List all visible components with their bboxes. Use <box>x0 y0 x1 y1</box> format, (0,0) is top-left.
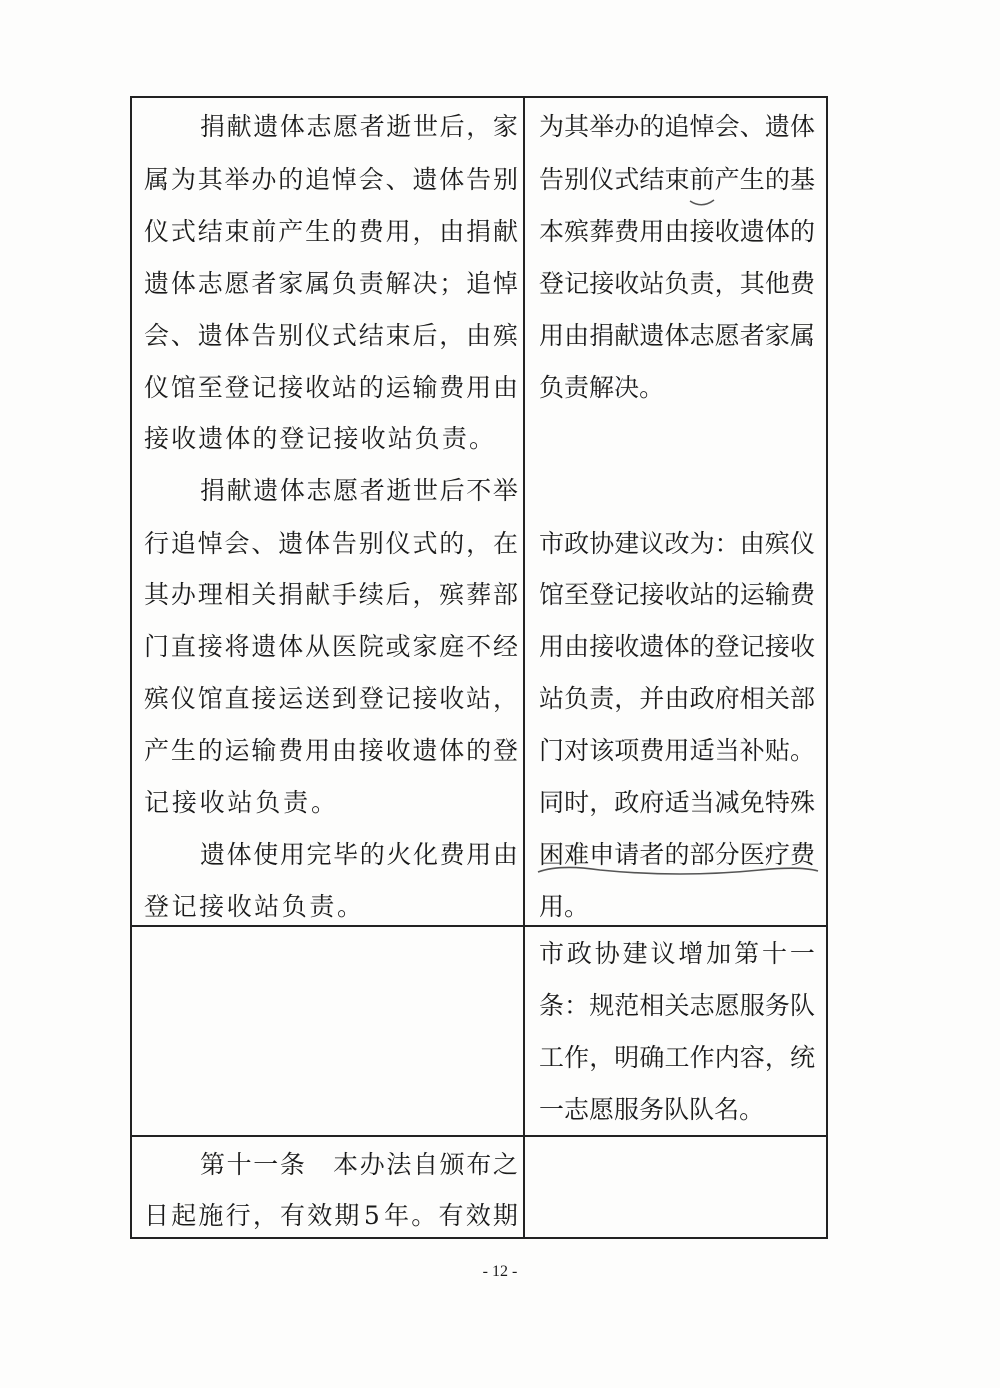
text-line: 第 十 一 条 本 办 法 自 颁 布 之 <box>200 1150 518 1179</box>
text-line: 用 由 接 收 遗 体 的 登 记 接 收 <box>539 632 815 661</box>
text-line: 告 别 仪 式 结 束 前 产 生 的 基 <box>539 165 815 194</box>
text-line: 市 政 协 建 议 改 为 ： 由 殡 仪 <box>539 529 815 558</box>
text-line: 殡 仪 馆 直 接 运 送 到 登 记 接 收 站 ， <box>144 684 518 713</box>
comparison-table <box>130 96 828 1239</box>
text-line: 遗 体 使 用 完 毕 的 火 化 费 用 由 <box>200 840 518 869</box>
text-line: 门 对 该 项 费 用 适 当 补 贴 。 <box>539 736 815 765</box>
text-line: 接 收 遗 体 的 登 记 接 收 站 负 责 。 <box>144 424 494 453</box>
text-line: 登 记 接 收 站 负 责 。 <box>144 892 362 921</box>
text-line: 用 由 捐 献 遗 体 志 愿 者 家 属 <box>539 321 815 350</box>
text-line: 馆 至 登 记 接 收 站 的 运 输 费 <box>539 580 815 609</box>
text-line: 门 直 接 将 遗 体 从 医 院 或 家 庭 不 经 <box>144 632 518 661</box>
text-line: 属 为 其 举 办 的 追 悼 会 、 遗 体 告 别 <box>144 165 518 194</box>
row1-left-cell <box>132 98 523 925</box>
text-line: 产 生 的 运 输 费 用 由 接 收 遗 体 的 登 <box>144 736 518 765</box>
text-line: 同 时 ， 政 府 适 当 减 免 特 殊 <box>539 788 815 817</box>
text-line: 负 责 解 决 。 <box>539 373 665 402</box>
row1-right-cell <box>525 98 828 925</box>
text-line: 市 政 协 建 议 增 加 第 十 一 <box>539 939 815 968</box>
text-line: 登 记 接 收 站 负 责 ， 其 他 费 <box>539 269 815 298</box>
text-line: 记 接 收 站 负 责 。 <box>144 788 336 817</box>
text-line: 遗 体 志 愿 者 家 属 负 责 解 决 ； 追 悼 <box>144 269 518 298</box>
row2-right-cell <box>525 927 828 1135</box>
text-line: 会 、 遗 体 告 别 仪 式 结 束 后 ， 由 殡 <box>144 321 518 350</box>
text-line: 行 追 悼 会 、 遗 体 告 别 仪 式 的 ， 在 <box>144 529 518 558</box>
text-line: 困 难 申 请 者 的 部 分 医 疗 费 <box>539 840 815 869</box>
text-line: 条 ： 规 范 相 关 志 愿 服 务 队 <box>539 991 815 1020</box>
text-line: 工 作 ， 明 确 工 作 内 容 ， 统 <box>539 1043 815 1072</box>
page-number: - 12 - <box>482 1263 518 1280</box>
text-line: 用 。 <box>539 892 590 921</box>
text-line: 站 负 责 ， 并 由 政 府 相 关 部 <box>539 684 815 713</box>
text-line: 其 办 理 相 关 捐 献 手 续 后 ， 殡 葬 部 <box>144 580 518 609</box>
row3-left-cell <box>132 1137 523 1239</box>
text-line: 仪 馆 至 登 记 接 收 站 的 运 输 费 用 由 <box>144 373 518 402</box>
text-line: 仪 式 结 束 前 产 生 的 费 用 ， 由 捐 献 <box>144 217 518 246</box>
text-line: 为 其 举 办 的 追 悼 会 、 遗 体 <box>539 112 815 141</box>
text-line: 日 起 施 行 ， 有 效 期 5 年 。 有 效 期 <box>144 1201 518 1230</box>
text-line: 本 殡 葬 费 用 由 接 收 遗 体 的 <box>539 217 815 246</box>
text-line: 捐 献 遗 体 志 愿 者 逝 世 后 不 举 <box>200 476 518 505</box>
text-line: 捐 献 遗 体 志 愿 者 逝 世 后 ， 家 <box>200 112 518 141</box>
text-line: 一 志 愿 服 务 队 队 名 。 <box>539 1095 765 1124</box>
